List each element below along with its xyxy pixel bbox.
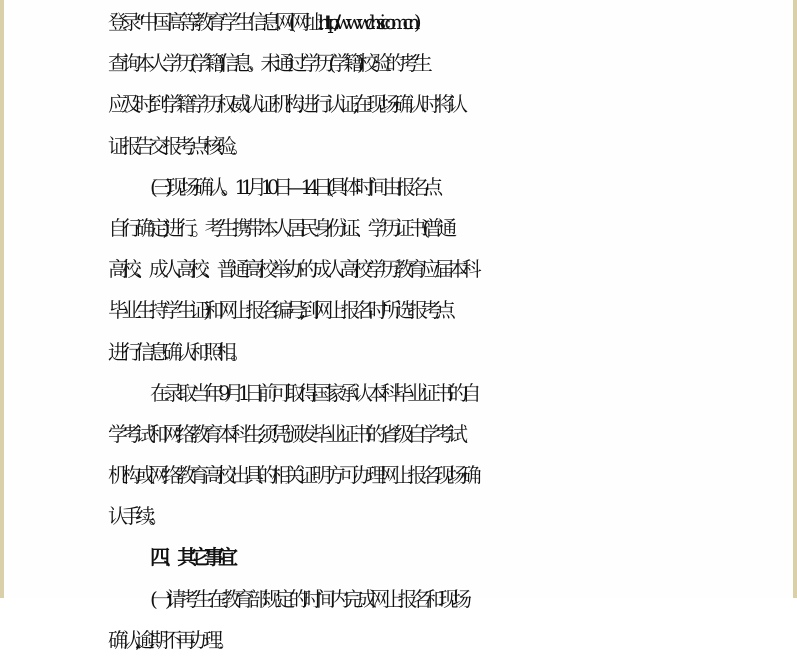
- text-line: 在录取当年 9 月 1 日前可取得国家承认本科毕业证书的自: [150, 380, 476, 405]
- text-line: 登录“中国高等教育学生信息网(网址:http://www.chsi.com.cn): [108, 10, 416, 34]
- text-line: 证报告交报考点核验。: [108, 133, 244, 158]
- page-edge-right: [793, 0, 797, 598]
- text-line: 进行信息确认和照相。: [108, 339, 244, 364]
- page-edge-left: [0, 0, 4, 598]
- text-line: 认手续。: [108, 504, 163, 529]
- text-line: 应及时到学籍学历权威认证机构进行认证,在现场确认时将认: [108, 92, 462, 117]
- text-line: 高校、成人高校、普通高校举办的成人高校学历教育应届本科: [108, 257, 476, 282]
- text-line: (一)请考生在教育部规定的时间内完成网上报名和现场: [150, 586, 466, 611]
- text-line: 查询本人学历(学籍)信息。未通过学历(学籍)校验的考生: [108, 51, 427, 76]
- document-body: [108, 2, 698, 661]
- section-heading: 四、其它事宜: [150, 545, 232, 570]
- text-line: 学考试和网络教育本科生,须凭颁发毕业证书的省级自学考试: [108, 421, 462, 446]
- text-line: (三)现场确认。11 月 10 日—14 日(具体时间由报名点: [150, 174, 437, 199]
- text-line: 毕业生持学生证)和网上报名编号,到网上报名时所选报考点: [108, 298, 450, 323]
- text-line: 机构或网络教育高校出具的相关证明方可办理网上报名现场确: [108, 463, 476, 488]
- text-line: 自行确定)进行。考生携带本人居民身份证、学历证书(普通: [108, 215, 451, 240]
- text-line: 确认,逾期不再办理。: [108, 627, 231, 652]
